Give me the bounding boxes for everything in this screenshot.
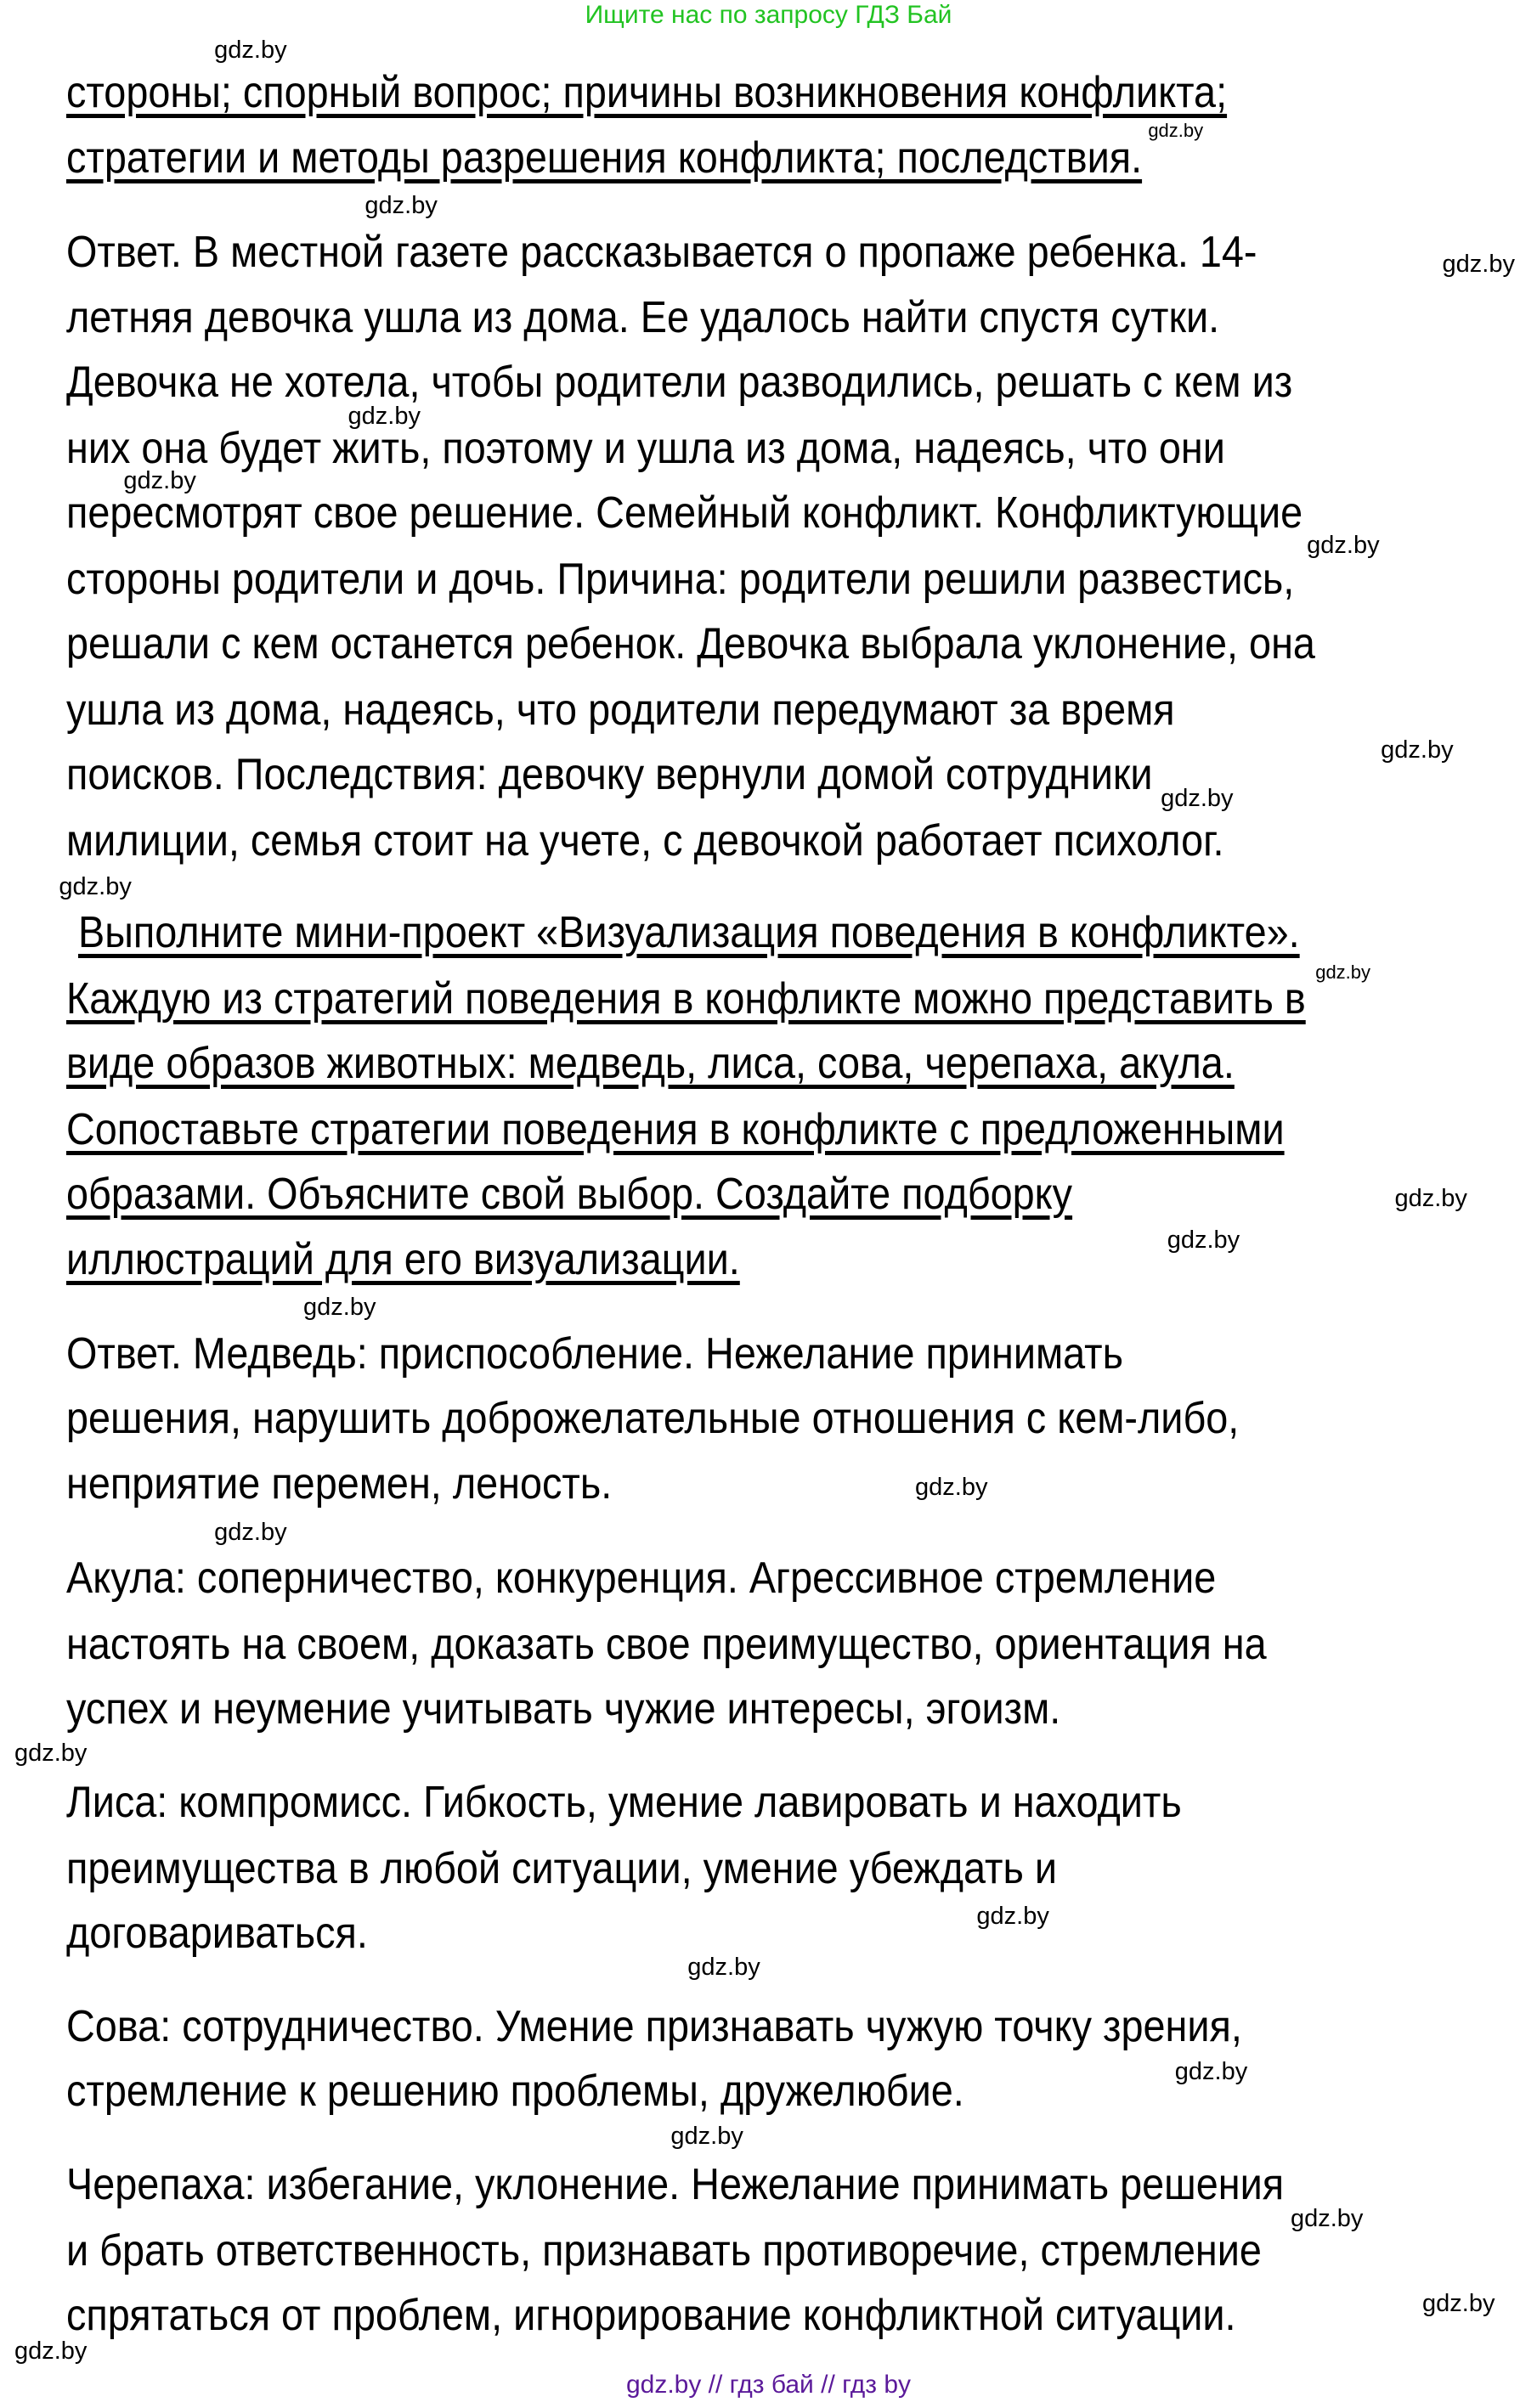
watermark: gdz.by xyxy=(303,1294,376,1322)
answer-text-line: стороны родители и дочь. Причина: родители решили развестись, xyxy=(66,554,1295,604)
watermark: gdz.by xyxy=(1315,962,1371,984)
answer-text-line: стороны; спорный вопрос; причины возникновения конфликта; xyxy=(66,67,1228,117)
answer-text-line: Лиса: компромисс. Гибкость, умение лавировать и находить xyxy=(66,1777,1182,1827)
answer-text-line: пересмотрят свое решение. Семейный конфликт. Конфликтующие xyxy=(66,488,1303,539)
site-footer: gdz.by // гдз бай // гдз by xyxy=(625,2371,912,2399)
answer-text-line: договариваться. xyxy=(66,1908,368,1958)
task-text-line: образами. Объясните свой выбор. Создайте подборку xyxy=(66,1169,1073,1219)
watermark: gdz.by xyxy=(1442,251,1515,279)
answer-text-line: стремление к решению проблемы, дружелюбие. xyxy=(66,2067,964,2117)
watermark: gdz.by xyxy=(1161,784,1234,812)
watermark: gdz.by xyxy=(976,1902,1049,1930)
task-text-line: Каждую из стратегий поведения в конфликте можно представить в xyxy=(66,973,1306,1024)
answer-text-line: них она будет жить, поэтому и ушла из дома, надеясь, что они xyxy=(66,424,1225,474)
answer-text-line: Ответ. В местной газете рассказывается о пропаже ребенка. 14- xyxy=(66,227,1257,277)
watermark: gdz.by xyxy=(915,1474,988,1502)
watermark: gdz.by xyxy=(14,1740,88,1768)
watermark: gdz.by xyxy=(1167,1226,1240,1254)
answer-text-line: неприятие перемен, леность. xyxy=(66,1459,613,1509)
watermark: gdz.by xyxy=(14,2337,88,2365)
watermark: gdz.by xyxy=(1381,736,1454,764)
watermark: gdz.by xyxy=(348,403,421,431)
site-banner: Ищите нас по запросу ГДЗ Бай xyxy=(585,1,952,29)
answer-text-line: летняя девочка ушла из дома. Ее удалось найти спустя сутки. xyxy=(66,293,1220,343)
answer-text-line: преимущества в любой ситуации, умение убеждать и xyxy=(66,1843,1057,1893)
answer-text-line: и брать ответственность, признавать противоречие, стремление xyxy=(66,2226,1262,2276)
answer-text-line: милиции, семья стоит на учете, с девочкой работает психолог. xyxy=(66,815,1224,866)
task-text-line: Выполните мини-проект «Визуализация поведения в конфликте». xyxy=(78,908,1300,958)
watermark: gdz.by xyxy=(1174,2057,1248,2085)
watermark: gdz.by xyxy=(670,2122,743,2150)
task-text-line: Сопоставьте стратегии поведения в конфликте с предложенными xyxy=(66,1104,1285,1154)
answer-text-line: поисков. Последствия: девочку вернули домой сотрудники xyxy=(66,749,1153,799)
answer-text-line: спрятаться от проблем, игнорирование конфликтной ситуации. xyxy=(66,2291,1236,2341)
answer-text-line: решения, нарушить доброжелательные отношения с кем-либо, xyxy=(66,1393,1240,1443)
watermark: gdz.by xyxy=(59,872,132,900)
answer-text-line: Сова: сотрудничество. Умение признавать чужую точку зрения, xyxy=(66,2002,1242,2052)
watermark: gdz.by xyxy=(1394,1185,1467,1213)
answer-text-line: Акула: соперничество, конкуренция. Агрессивное стремление xyxy=(66,1553,1217,1603)
answer-text-line: настоять на своем, доказать свое преимущество, ориентация на xyxy=(66,1619,1267,1669)
task-text-line: иллюстраций для его визуализации. xyxy=(66,1235,740,1285)
watermark: gdz.by xyxy=(1290,2205,1364,2233)
watermark: gdz.by xyxy=(123,467,196,495)
answer-text-line: успех и неумение учитывать чужие интересы, эгоизм. xyxy=(66,1683,1061,1734)
watermark: gdz.by xyxy=(687,1953,760,1981)
answer-text-line: стратегии и методы разрешения конфликта; последствия. xyxy=(66,133,1143,183)
watermark: gdz.by xyxy=(214,36,287,64)
answer-text-line: ушла из дома, надеясь, что родители передумают за время xyxy=(66,685,1175,735)
watermark: gdz.by xyxy=(1148,119,1204,141)
watermark: gdz.by xyxy=(364,192,438,220)
answer-text-line: Ответ. Медведь: приспособление. Нежелание принимать xyxy=(66,1328,1123,1379)
watermark: gdz.by xyxy=(214,1518,287,1546)
task-text-line: виде образов животных: медведь, лиса, сова, черепаха, акула. xyxy=(66,1038,1235,1088)
answer-text-line: Девочка не хотела, чтобы родители разводились, решать с кем из xyxy=(66,358,1293,408)
answer-text-line: Черепаха: избегание, уклонение. Нежелание принимать решения xyxy=(66,2160,1285,2210)
watermark: gdz.by xyxy=(1307,532,1380,560)
watermark: gdz.by xyxy=(1422,2289,1495,2317)
answer-text-line: решали с кем останется ребенок. Девочка выбрала уклонение, она xyxy=(66,618,1315,668)
